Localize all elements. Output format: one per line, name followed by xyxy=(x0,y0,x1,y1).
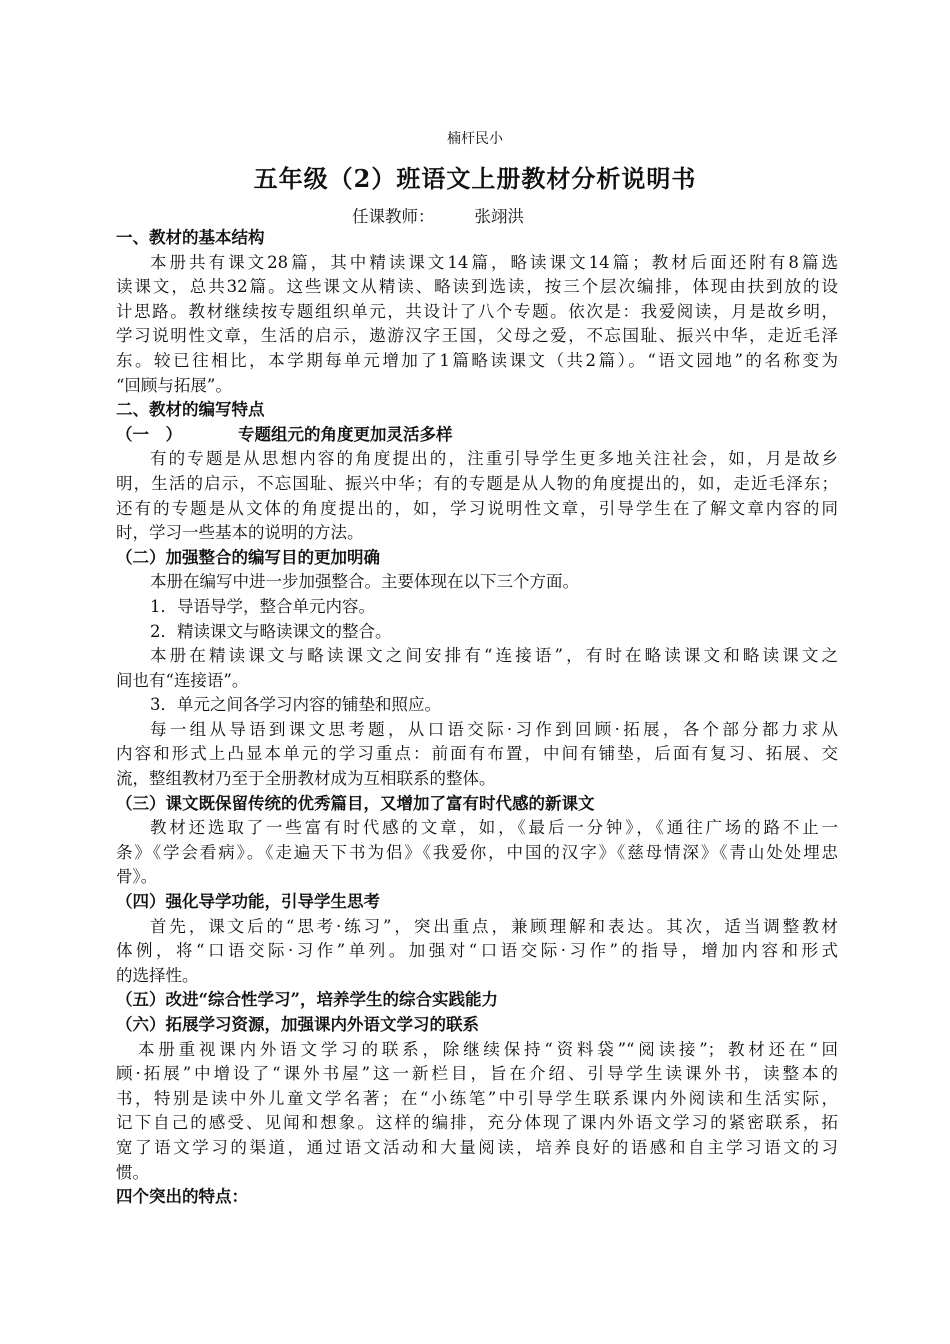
line-text: 二、教材的编写特点 xyxy=(116,400,265,420)
line-text: 教材还选取了一些富有时代感的文章，如，《最后一分钟》，《通往广场的路不止一 xyxy=(150,818,838,838)
line-text: 体例，将“口语交际·习作”单列。加强对“口语交际·习作”的指导，增加内容和形式 xyxy=(116,941,838,961)
line-text: 的选择性。 xyxy=(116,965,199,985)
line-text: 宽了语文学习的渠道，通过语文活动和大量阅读，培养良好的语感和自主学习语文的习 xyxy=(116,1137,838,1157)
line-text: （三）课文既保留传统的优秀篇目，又增加了富有时代感的新课文 xyxy=(116,793,595,813)
line-text: 流，整组教材乃至于全册教材成为互相联系的整体。 xyxy=(116,769,496,789)
paragraph-line xyxy=(116,915,838,940)
paragraph-line xyxy=(116,669,838,694)
line-text: 2．精读课文与略读课文的整合。 xyxy=(150,621,392,641)
paragraph-line xyxy=(116,521,838,546)
section-heading xyxy=(116,890,838,915)
paragraph-line xyxy=(116,1136,838,1161)
line-text: 还有的专题是从文体的角度提出的，如，学习说明性文章，引导学生在了解文章内容的同 xyxy=(116,498,838,518)
line-text: 间也有“连接语”。 xyxy=(116,670,249,690)
teacher-name: 张翊洪 xyxy=(474,207,524,226)
line-text: 惯。 xyxy=(116,1162,149,1182)
paragraph-line xyxy=(116,300,838,325)
paragraph-line xyxy=(116,251,838,276)
line-text: 条》《学会看病》。《走遍天下书为侣》《我爱你，中国的汉字》《慈母情深》《青山处处埋忠 xyxy=(116,842,838,862)
line-text: 东。较已往相比，本学期每单元增加了1篇略读课文（共2篇）。“语文园地”的名称变为 xyxy=(116,350,838,370)
line-text: 3．单元之间各学习内容的铺垫和照应。 xyxy=(150,695,441,715)
teacher-label: 任课教师： xyxy=(352,207,435,226)
paragraph-line xyxy=(116,595,838,620)
paragraph-line xyxy=(116,324,838,349)
line-text: 本册重视课内外语文学习的联系，除继续保持“资料袋”“阅读接”；教材还在“回 xyxy=(138,1039,838,1059)
paragraph-line xyxy=(116,1087,838,1112)
line-text: 学习说明性文章，生活的启示，遨游汉字王国，父母之爱，不忘国耻、振兴中华，走近毛泽 xyxy=(116,326,838,346)
document-body xyxy=(116,226,838,1210)
teacher-line xyxy=(352,203,524,227)
document-title: 五年级（2）班语文上册教材分析说明书 xyxy=(253,164,697,193)
line-text: 本册在精读课文与略读课文之间安排有“连接语”，有时在略读课文和略读课文之 xyxy=(150,646,838,666)
section-heading xyxy=(116,546,838,571)
line-text: 本册共有课文28篇，其中精读课文14篇，略读课文14篇；教材后面还附有8篇选 xyxy=(150,252,838,272)
paragraph-line xyxy=(116,1062,838,1087)
paragraph-line xyxy=(116,472,838,497)
line-text: 计思路。教材继续按专题组织单元，共设计了八个专题。依次是：我爱阅读，月是故乡明， xyxy=(116,301,838,321)
section-heading xyxy=(116,1013,838,1038)
paragraph-line xyxy=(116,939,838,964)
paragraph-line xyxy=(116,497,838,522)
line-text: 明，生活的启示，不忘国耻、振兴中华；有的专题是从人物的角度提出的，如，走近毛泽东； xyxy=(116,473,838,493)
section-heading xyxy=(116,792,838,817)
line-text: 四个突出的特点： xyxy=(116,1187,248,1207)
paragraph-line xyxy=(116,816,838,841)
paragraph-line xyxy=(116,841,838,866)
school-name: 楠杆民小 xyxy=(447,131,503,147)
paragraph-line xyxy=(116,374,838,399)
line-text: 一、教材的基本结构 xyxy=(116,228,265,247)
line-text: 有的专题是从思想内容的角度提出的，注重引导学生更多地关注社会，如，月是故乡 xyxy=(150,449,838,469)
line-text: 首先，课文后的“思考·练习”，突出重点，兼顾理解和表达。其次，适当调整教材 xyxy=(150,916,838,936)
line-text: 书，特别是读中外儿童文学名著；在“小练笔”中引导学生联系课内外阅读和生活实际， xyxy=(116,1088,838,1108)
line-text: 顾·拓展”中增设了“课外书屋”这一新栏目，旨在介绍、引导学生读课外书，读整本的 xyxy=(116,1064,838,1084)
section-heading xyxy=(116,423,838,448)
paragraph-line xyxy=(116,1038,838,1063)
section-heading xyxy=(116,1185,838,1210)
line-text: 内容和形式上凸显本单元的学习重点：前面有布置，中间有铺垫，后面有复习、拓展、交 xyxy=(116,744,838,764)
paragraph-line xyxy=(116,620,838,645)
paragraph-line xyxy=(116,570,838,595)
paragraph-line xyxy=(116,718,838,743)
line-text: （一 ） xyxy=(116,424,182,444)
heading-text: 专题组元的角度更加灵活多样 xyxy=(238,424,453,444)
section-heading xyxy=(116,226,838,251)
line-text: （五）改进“综合性学习”，培养学生的综合实践能力 xyxy=(116,990,498,1010)
line-text: 每一组从导语到课文思考题，从口语交际·习作到回顾·拓展，各个部分都力求从 xyxy=(150,719,838,739)
paragraph-line xyxy=(116,742,838,767)
section-heading xyxy=(116,988,838,1013)
paragraph-line xyxy=(116,767,838,792)
line-text: 1．导语导学，整合单元内容。 xyxy=(150,596,375,616)
line-text: 读课文，总共32篇。这些课文从精读、略读到选读，按三个层次编排，体现由扶到放的设 xyxy=(116,277,838,297)
line-text: （四）强化导学功能，引导学生思考 xyxy=(116,892,380,912)
paragraph-line xyxy=(116,865,838,890)
paragraph-line xyxy=(116,1111,838,1136)
line-text: “回顾与拓展”。 xyxy=(116,375,232,395)
paragraph-line xyxy=(116,1161,838,1186)
line-text: （六）拓展学习资源，加强课内外语文学习的联系 xyxy=(116,1015,479,1034)
paragraph-line xyxy=(116,275,838,300)
line-text: 本册在编写中进一步加强整合。主要体现在以下三个方面。 xyxy=(150,572,579,592)
section-heading xyxy=(116,398,838,423)
paragraph-line xyxy=(116,447,838,472)
paragraph-line xyxy=(116,349,838,374)
line-text: 记下自己的感受、见闻和想象。这样的编排，充分体现了课内外语文学习的紧密联系，拓 xyxy=(116,1113,838,1133)
line-text: （二）加强整合的编写目的更加明确 xyxy=(116,547,380,567)
paragraph-line xyxy=(116,644,838,669)
line-text: 骨》。 xyxy=(116,867,158,887)
line-text: 时，学习一些基本的说明的方法。 xyxy=(116,523,364,543)
paragraph-line xyxy=(116,693,838,718)
paragraph-line xyxy=(116,964,838,989)
